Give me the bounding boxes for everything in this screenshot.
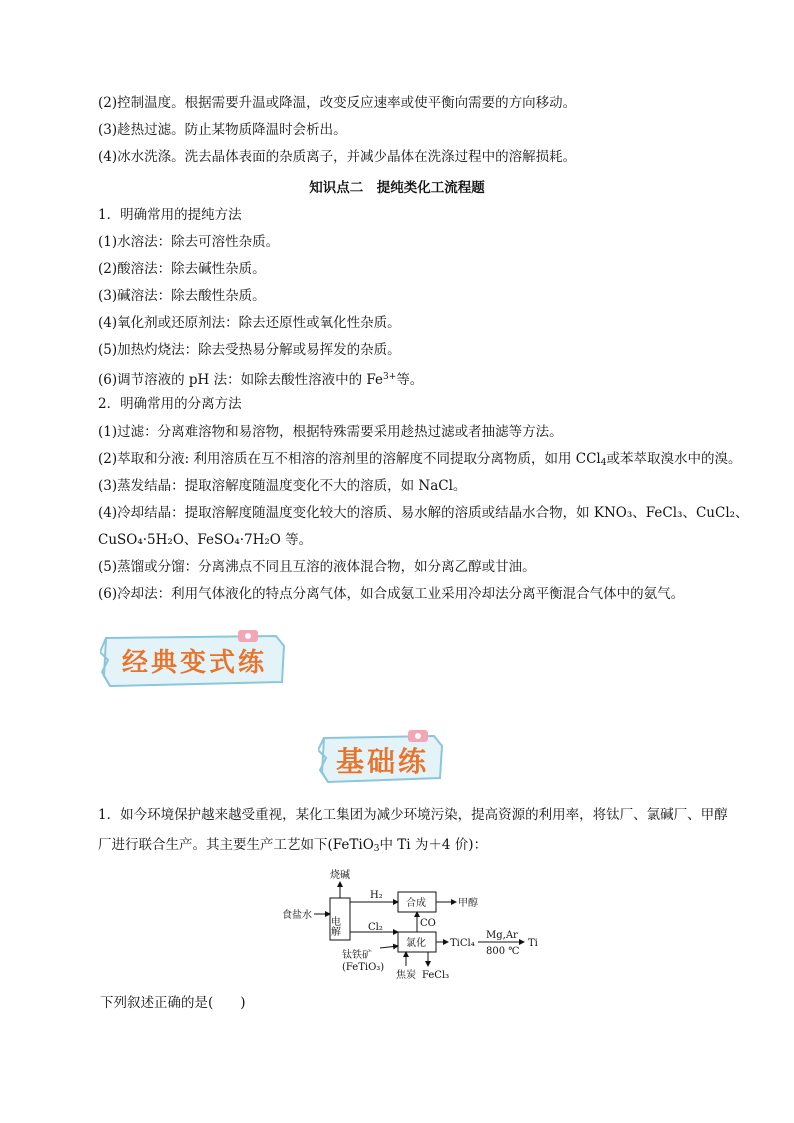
text-segment: 厂进行联合生产。其主要生产工艺如下(FeTiO: [98, 837, 374, 853]
banner-classic-text: 经典变式练: [122, 648, 268, 678]
cl2-label: Cl₂: [368, 922, 383, 933]
text-segment: (6)调节溶液的 pH 法：如除去酸性溶液中的 Fe: [98, 372, 384, 388]
fecl3-label: FeCl₃: [422, 970, 450, 980]
coke-label: 焦炭: [396, 970, 416, 980]
list-item: (1)过滤：分离难溶物和易溶物，根据特殊需要采用趁热过滤或者抽滤等方法。: [98, 424, 563, 440]
h2-label: H₂: [370, 890, 383, 901]
banner-basic-text: 基础练: [336, 745, 430, 778]
subscript: 3: [373, 844, 380, 854]
banner-classic: [100, 628, 290, 690]
text-segment: 或苯萃取溴水中的溴。: [606, 451, 742, 467]
temperature-label: 800 ℃: [486, 946, 520, 957]
text-line: (3)趁热过滤。防止某物质降温时会析出。: [98, 122, 347, 138]
text-segment: 中 Ti 为＋4 价)：: [379, 837, 488, 853]
subsection-heading: 2．明确常用的分离方法: [98, 396, 242, 412]
list-item: (4)氧化剂或还原剂法：除去还原性或氧化性杂质。: [98, 315, 401, 331]
synthesis-label: 合成: [406, 898, 426, 909]
list-item: (5)加热灼烧法：除去受热易分解或易挥发的杂质。: [98, 342, 401, 358]
text-segment: (2)萃取和分液: 利用溶质在互不相溶的溶剂里的溶解度不同提取分离物质，如用 CCl: [98, 451, 601, 467]
list-item: [98, 450, 741, 472]
list-item: (5)蒸馏或分馏：分离沸点不同且互溶的液体混合物，如分离乙醇或甘油。: [98, 559, 536, 575]
list-item: (6)冷却法：利用气体液化的特点分离气体，如合成氨工业采用冷却法分离平衡混合气体中的氨气。: [98, 586, 685, 602]
list-item: (4)冷却结晶：提取溶解度随温度变化较大的溶质、易水解的溶质或结晶水合物，如 KNO₃、FeCl₃、CuCl₂、: [98, 505, 749, 521]
list-item: [98, 368, 423, 389]
section-title: 知识点二 提纯类化工流程题: [309, 180, 485, 196]
ti-label: Ti: [528, 938, 538, 949]
superscript: 3+: [383, 372, 397, 382]
caustic-soda-label: 烧碱: [330, 870, 350, 881]
ticl4-label: TiCl₄: [450, 938, 475, 949]
process-flow-diagram: [280, 868, 550, 980]
text-line: (4)冰水洗涤。洗去晶体表面的杂质离子，并减少晶体在洗涤过程中的溶解损耗。: [98, 149, 577, 165]
question-prompt: 下列叙述正确的是( ): [100, 995, 246, 1011]
mg-ar-label: Mg,Ar: [486, 930, 518, 941]
brine-label: 食盐水: [282, 910, 312, 921]
text-line: (2)控制温度。根据需要升温或降温，改变反应速率或使平衡向需要的方向移动。: [98, 95, 577, 111]
electrolysis-label: 电解: [328, 916, 340, 936]
subscript: 4: [600, 458, 607, 468]
list-item: (2)酸溶法：除去碱性杂质。: [98, 261, 266, 277]
methanol-label: 甲醇: [458, 898, 478, 909]
question-text: 1．如今环境保护越来越受重视，某化工集团为减少环境污染，提高资源的利用率，将钛厂、氯碱厂、甲醇: [98, 807, 728, 823]
list-item: CuSO₄·5H₂O、FeSO₄·7H₂O 等。: [98, 532, 313, 548]
text-segment: 等。: [396, 372, 424, 388]
subsection-heading: 1．明确常用的提纯方法: [98, 207, 242, 223]
co-label: CO: [420, 918, 436, 929]
ilmenite-label: 钛铁矿: [342, 950, 372, 961]
banner-basic: [318, 728, 448, 786]
list-item: (1)水溶法：除去可溶性杂质。: [98, 234, 280, 250]
list-item: (3)蒸发结晶：提取溶解度随温度变化不大的溶质，如 NaCl。: [98, 478, 467, 494]
ilmenite-formula: (FeTiO₃): [342, 962, 385, 973]
chlorination-label: 氯化: [406, 938, 426, 949]
list-item: (3)碱溶法：除去酸性杂质。: [98, 288, 266, 304]
question-text: [98, 836, 487, 858]
